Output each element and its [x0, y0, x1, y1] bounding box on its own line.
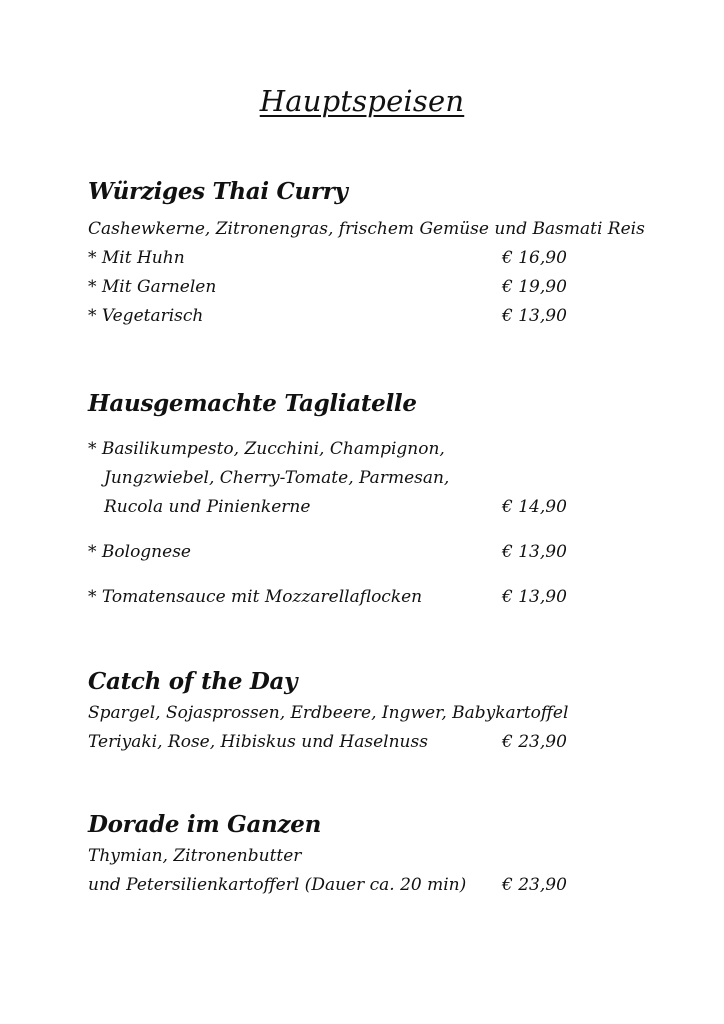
- dish-price: € 13,90: [502, 587, 567, 607]
- section-title: Catch of the Day: [88, 668, 298, 695]
- section-tagliatelle: [88, 390, 648, 612]
- dish-description: Spargel, Sojasprossen, Erdbeere, Ingwer, Babykartoffel: [88, 703, 569, 723]
- menu-line: [88, 435, 648, 464]
- menu-line: [88, 493, 648, 522]
- section-title: Hausgemachte Tagliatelle: [88, 390, 417, 417]
- menu-line: [88, 464, 648, 493]
- menu-line: [88, 273, 648, 302]
- dish-name: * Basilikumpesto, Zucchini, Champignon,: [88, 439, 445, 459]
- menu-line: [88, 244, 648, 273]
- dish-description: und Petersilienkartofferl (Dauer ca. 20 min): [88, 875, 467, 895]
- spacer: [88, 567, 648, 583]
- menu-line: [88, 842, 648, 871]
- section-dorade: [88, 811, 648, 900]
- dish-description: Teriyaki, Rose, Hibiskus und Haselnuss: [88, 732, 428, 752]
- dish-price: € 13,90: [502, 542, 567, 562]
- section-title: Dorade im Ganzen: [88, 811, 321, 838]
- section-title: Würziges Thai Curry: [88, 178, 348, 205]
- dish-name: Rucola und Pinienkerne: [104, 497, 311, 517]
- dish-name: * Bolognese: [88, 542, 191, 562]
- dish-price: € 13,90: [502, 306, 567, 326]
- section-thai-curry: [88, 178, 648, 331]
- menu-line: [88, 699, 648, 728]
- dish-price: € 23,90: [502, 875, 567, 895]
- page-title: Hauptspeisen: [259, 84, 465, 118]
- dish-price: € 23,90: [502, 732, 567, 752]
- dish-price: € 16,90: [502, 248, 567, 268]
- menu-line: [88, 871, 648, 900]
- dish-name: * Tomatensauce mit Mozzarellaflocken: [88, 587, 423, 607]
- dish-description: Cashewkerne, Zitronengras, frischem Gemüse und Basmati Reis: [88, 219, 645, 239]
- dish-price: € 19,90: [502, 277, 567, 297]
- menu-line: [88, 215, 648, 244]
- menu-line: [88, 538, 648, 567]
- dish-name: * Mit Garnelen: [88, 277, 217, 297]
- section-catch-of-the-day: [88, 668, 648, 757]
- menu-line: [88, 583, 648, 612]
- dish-name: Jungzwiebel, Cherry-Tomate, Parmesan,: [104, 468, 450, 488]
- dish-price: € 14,90: [502, 497, 567, 517]
- menu-line: [88, 302, 648, 331]
- spacer: [88, 522, 648, 538]
- dish-description: Thymian, Zitronenbutter: [88, 846, 302, 866]
- dish-name: * Vegetarisch: [88, 306, 204, 326]
- dish-name: * Mit Huhn: [88, 248, 185, 268]
- menu-line: [88, 728, 648, 757]
